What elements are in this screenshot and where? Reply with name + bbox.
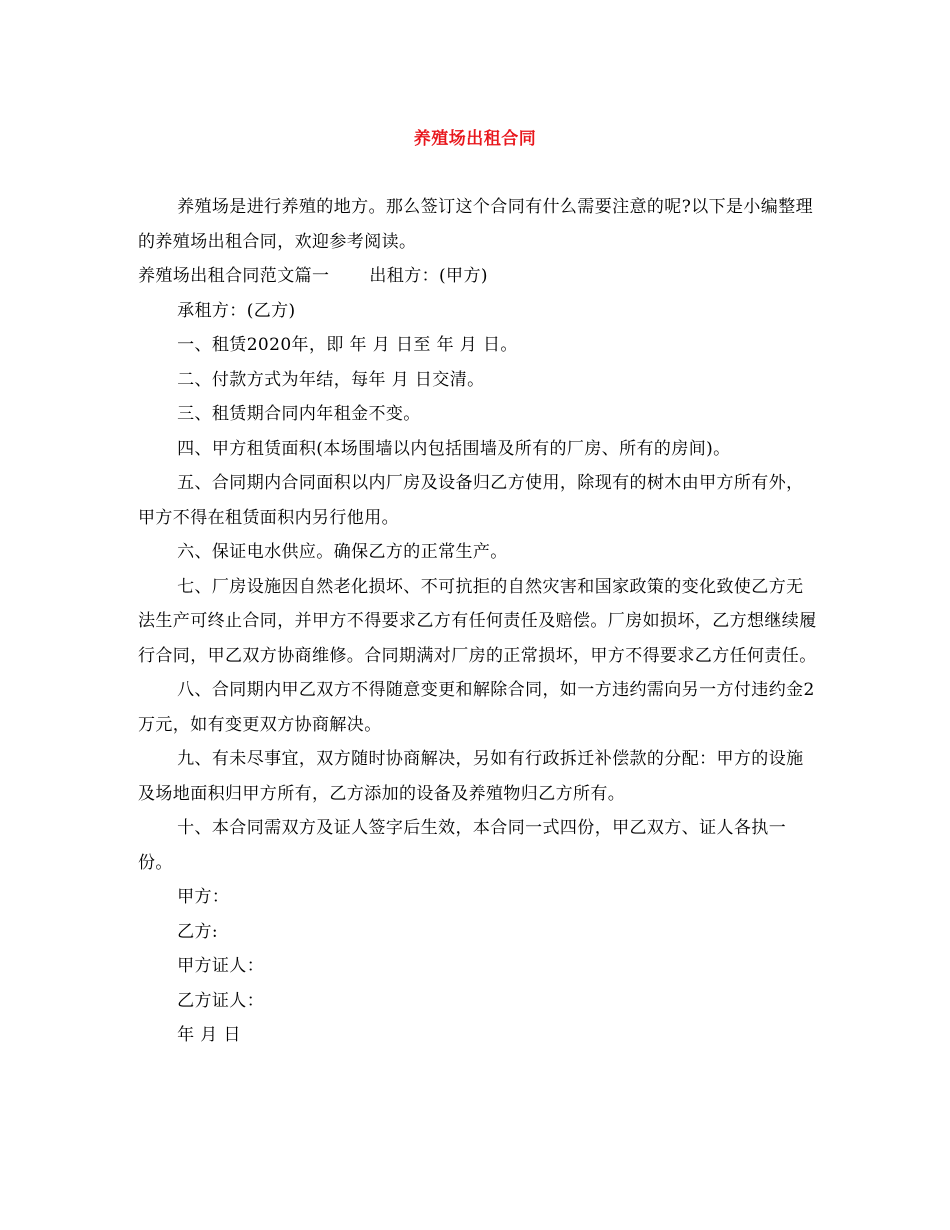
lessor-line: 出租方：(甲方) [369, 266, 488, 286]
signature-witness-b: 乙方证人： [177, 990, 265, 1011]
clause-4: 四、甲方租赁面积(本场围墙以内包括围墙及所有的厂房、所有的房间)。 [177, 438, 731, 459]
clause-1: 一、租赁2020年，即 年 月 日至 年 月 日。 [177, 335, 518, 355]
signature-party-b: 乙方: [177, 921, 219, 942]
signature-party-a: 甲方： [177, 887, 230, 907]
clause-6: 六、保证电水供应。确保乙方的正常生产。 [177, 542, 508, 562]
clause-3: 三、租赁期合同内年租金不变。 [177, 404, 421, 424]
sample-heading-line [138, 259, 818, 294]
clause-10: 十、本合同需双方及证人签字后生效，本合同一式四份，甲乙双方、证人各执一份。 [138, 818, 787, 873]
intro-paragraph: 养殖场是进行养殖的地方。那么签订这个合同有什么需要注意的呢?以下是小编整理的养殖场出租合同，欢迎参考阅读。 [138, 197, 814, 252]
clause-9: 九、有未尽事宜，双方随时协商解决，另如有行政拆迁补偿款的分配：甲方的设施及场地面积归甲方所有，乙方添加的设备及养殖物归乙方所有。 [138, 749, 804, 804]
signature-witness-a: 甲方证人： [177, 956, 265, 976]
signature-date: 年 月 日 [177, 1025, 241, 1045]
document-body [138, 190, 818, 1053]
clause-5: 五、合同期内合同面积以内厂房及设备归乙方使用，除现有的树木由甲方所有外，甲方不得在租赁面积内另行他用。 [138, 473, 804, 528]
lessee-line: 承租方：(乙方) [177, 300, 296, 321]
clause-8: 八、合同期内甲乙双方不得随意变更和解除合同，如一方违约需向另一方付违约金2万元，如有变更双方协商解决。 [138, 680, 815, 735]
sample-heading: 养殖场出租合同范文篇一 [138, 266, 330, 286]
clause-2: 二、付款方式为年结，每年 月 日交清。 [177, 369, 485, 390]
clause-7: 七、厂房设施因自然老化损坏、不可抗拒的自然灾害和国家政策的变化致使乙方无法生产可终止合同，并甲方不得要求乙方有任何责任及赔偿。厂房如损坏，乙方想继续履行合同，甲乙双方协商维修。合同期满对厂房的正常损坏，甲方不得要求乙方任何责任。 [138, 576, 817, 666]
document-title: 养殖场出租合同 [413, 129, 537, 149]
